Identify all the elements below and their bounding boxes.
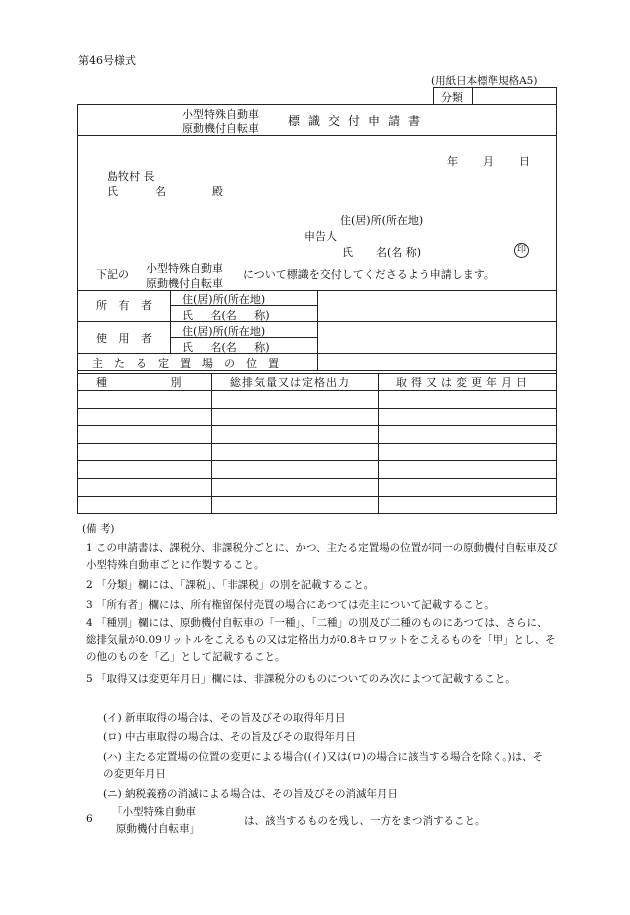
user-address-field[interactable] [319,323,555,336]
table-cell[interactable] [380,445,555,459]
applicant-name-label-b: 名(名 称) [376,246,422,259]
table-row-divider [77,496,557,497]
note-5-ni: (ニ) 納税義務の消滅による場合は、その旨及びその消滅年月日 [103,788,399,800]
table-cell[interactable] [213,445,377,459]
table-header-date: 取得又は変更年月日 [396,376,531,389]
table-cell[interactable] [213,410,377,424]
addressee: 島牧村 長 [107,170,155,183]
owner-label: 所 有 者 [96,299,156,312]
table-cell[interactable] [213,462,377,476]
note-5-ha: (ハ) 主たる定置場の位置の変更による場合((イ)又は(ロ)の場合に該当する場合を除く。)は、その変更年月日 [103,751,544,780]
request-prefix: 下記の [96,268,129,281]
owner-address-field[interactable] [319,291,555,304]
note-6-text: は、該当するものを残し、一方をまつ消すること。 [244,815,486,827]
table-cell[interactable] [380,462,555,476]
note-1: 1 この申請書は、課税分、非課税分ごとに、かつ、主たる定置場の位置が同一の原動機付自転車及び小型特殊自動車ごとに作製すること。 [86,542,558,571]
seal-mark: 印 [514,243,529,258]
user-name-label: 氏 名(名 称) [182,341,270,354]
note-5: 5 「取得又は変更年月日」欄には、非課税分のものについてのみ次によつて記載すること。 [86,673,516,685]
table-cell[interactable] [213,427,377,441]
note-5-ro: (ロ) 中古車取得の場合は、その旨及びその取得年月日 [103,731,357,743]
note-6-bracket-line1: 「小型特殊自動車 [112,806,196,818]
paper-size-note: (用紙日本標準規格A5) [431,75,538,87]
date-month-label: 月 [483,155,494,168]
owner-name-field[interactable] [319,307,555,320]
date-year-label: 年 [447,155,458,168]
note-3: 3 「所有者」欄には、所有権留保付売買の場合にあつては売主について記載すること。 [86,599,495,611]
table-cell[interactable] [79,445,210,459]
applicant-name-label-a: 氏 [342,246,353,259]
table-header-type: 種 別 [96,376,182,389]
table-cell[interactable] [79,480,210,494]
addressee-name-label-b: 名 [155,185,166,198]
notes-heading: (備 考) [82,523,115,535]
classification-label: 分類 [441,91,463,104]
table-cell[interactable] [380,410,555,424]
applicant-address-label: 住(居)所(所在地) [340,214,424,227]
table-row-divider [77,460,557,461]
table-row-divider [77,425,557,426]
table-cell[interactable] [213,498,377,512]
title-vehicle-line2: 原動機付自転車 [182,122,259,135]
user-label: 使 用 者 [96,332,156,345]
addressee-honorific: 殿 [212,185,223,198]
table-cell[interactable] [380,498,555,512]
table-row-divider [77,390,557,391]
request-vehicle-line1: 小型特殊自動車 [146,262,223,275]
owner-name-label: 氏 名(名 称) [182,309,270,322]
storage-location-label: 主たる定置場の位置 [92,357,290,370]
table-cell[interactable] [79,392,210,406]
date-day-label: 日 [519,155,530,168]
user-address-label: 住(居)所(所在地) [182,325,266,338]
table-cell[interactable] [79,427,210,441]
table-cell[interactable] [213,480,377,494]
note-6-bracket-line2: 原動機付自転車」 [116,823,200,835]
user-name-field[interactable] [319,339,555,352]
request-vehicle-line2: 原動機付自転車 [146,277,223,290]
form-number: 第46号様式 [78,54,136,67]
table-cell[interactable] [380,392,555,406]
note-4: 4 「種別」欄には、原動機付自転車の「一種」、「二種」の別及び二種のものにあつては、さらに、総排気量が0.09リットルをこえるもの又は定格出力が0.8キロワットをこえるものを「甲」とし、その他のものを「乙」として記載すること。 [86,617,556,663]
table-row-divider [77,443,557,444]
storage-location-field[interactable] [319,355,555,369]
table-cell[interactable] [79,462,210,476]
note-5-i: (イ) 新車取得の場合は、その旨及びその取得年月日 [103,712,346,724]
form-title: 標識交付申請書 [288,114,429,128]
table-row-divider [77,408,557,409]
table-cell[interactable] [79,410,210,424]
classification-value[interactable] [474,88,554,103]
note-6-number: 6 [86,813,93,825]
table-cell[interactable] [380,427,555,441]
note-2: 2 「分類」欄には、「課税」、「非課税」の別を記載すること。 [86,579,375,591]
table-cell[interactable] [380,480,555,494]
table-cell[interactable] [79,498,210,512]
table-cell[interactable] [213,392,377,406]
applicant-label: 申告人 [304,230,337,243]
owner-address-label: 住(居)所(所在地) [182,293,266,306]
addressee-name-label-a: 氏 [107,185,118,198]
table-row-divider [77,478,557,479]
request-suffix: について標識を交付してくださるよう申請します。 [243,268,495,281]
table-header-displacement: 総排気量又は定格出力 [230,376,350,389]
title-vehicle-line1: 小型特殊自動車 [182,108,259,121]
